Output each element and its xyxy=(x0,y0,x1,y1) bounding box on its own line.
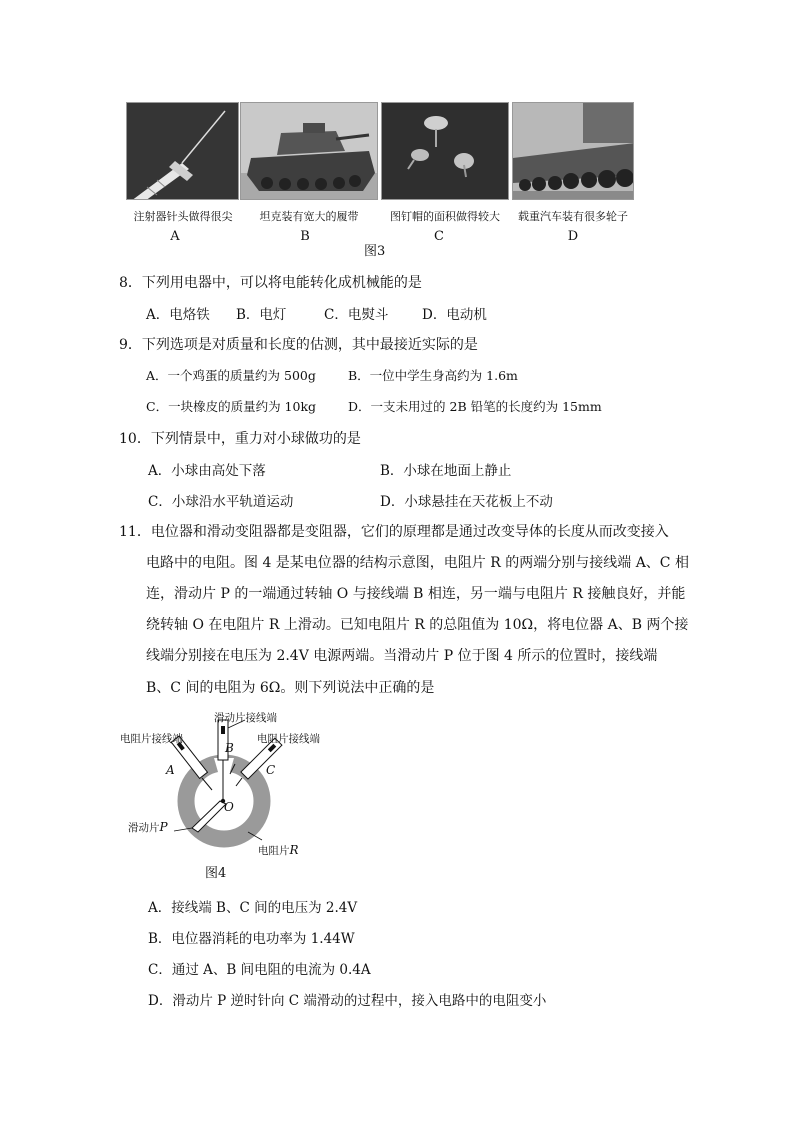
q10-option-b: B．小球在地面上静止 xyxy=(380,463,512,479)
label-resistor-r xyxy=(258,843,299,858)
q11-line-1: 11．电位器和滑动变阻器都是变阻器，它们的原理都是通过改变导体的长度从而改变接入 xyxy=(119,524,669,540)
q8-option-d: D．电动机 xyxy=(422,307,487,323)
q11-line-5: 线端分别接在电压为 2.4V 电源两端。当滑动片 P 位于图 4 所示的位置时，接线端 xyxy=(146,648,658,664)
q8-option-a: A．电烙铁 xyxy=(146,307,210,323)
caption-a: 注射器针头做得很尖 xyxy=(133,210,233,223)
q9-option-c: C．一块橡皮的质量约为 10kg xyxy=(146,399,317,414)
q9-option-b: B．一位中学生身高约为 1.6m xyxy=(348,368,518,383)
letter-a: A xyxy=(170,229,180,244)
q8-option-c: C．电熨斗 xyxy=(324,307,389,323)
q11-line-2: 电路中的电阻。图 4 是某电位器的结构示意图，电阻片 R 的两端分别与接线端 A、C 相 xyxy=(146,555,689,571)
q11-option-c: C．通过 A、B 间电阻的电流为 0.4A xyxy=(148,962,371,978)
figure-4-title: 图4 xyxy=(205,866,227,881)
photo-truck xyxy=(512,102,634,200)
caption-d: 载重汽车装有很多轮子 xyxy=(518,210,628,223)
label-a: A xyxy=(166,763,175,777)
label-p: P xyxy=(159,820,168,834)
caption-c: 图钉帽的面积做得较大 xyxy=(390,210,500,223)
label-res-terminal-left: 电阻片接线端 xyxy=(120,733,183,745)
q10-option-a: A．小球由高处下落 xyxy=(148,463,266,479)
q11-option-d: D．滑动片 P 逆时针向 C 端滑动的过程中，接入电路中的电阻变小 xyxy=(148,993,547,1009)
q10-option-c: C．小球沿水平轨道运动 xyxy=(148,494,294,510)
letter-c: C xyxy=(434,229,444,244)
q11-line-6: B、C 间的电阻为 6Ω。则下列说法中正确的是 xyxy=(146,680,435,696)
q11-line-4: 绕转轴 O 在电阻片 R 上滑动。已知电阻片 R 的总阻值为 10Ω，将电位器 A、B 两个接 xyxy=(146,617,689,633)
q11-line-3: 连，滑动片 P 的一端通过转轴 O 与接线端 B 相连，另一端与电阻片 R 接触良好，并能 xyxy=(146,586,686,602)
label-o: O xyxy=(224,800,234,814)
q11-option-a: A．接线端 B、C 间的电压为 2.4V xyxy=(148,900,358,916)
photo-tank xyxy=(240,102,378,200)
letter-b: B xyxy=(300,229,310,244)
caption-b: 坦克装有宽大的履带 xyxy=(259,210,359,223)
photo-thumbtacks xyxy=(381,102,509,200)
label-r: R xyxy=(289,843,299,857)
figure-3-title: 图3 xyxy=(364,244,386,259)
q9-option-a: A．一个鸡蛋的质量约为 500g xyxy=(146,368,316,383)
q10-stem: 10．下列情景中，重力对小球做功的是 xyxy=(119,431,361,447)
label-slider-p xyxy=(128,820,168,835)
letter-d: D xyxy=(567,229,579,244)
q9-option-d: D．一支未用过的 2B 铅笔的长度约为 15mm xyxy=(348,399,602,414)
label-slider: 滑动片 xyxy=(128,822,160,834)
label-resistor: 电阻片 xyxy=(258,845,290,857)
photo-syringe xyxy=(126,102,239,200)
label-res-terminal-right: 电阻片接线端 xyxy=(257,733,320,745)
q8-stem: 8．下列用电器中，可以将电能转化成机械能的是 xyxy=(119,275,422,291)
q11-option-b: B．电位器消耗的电功率为 1.44W xyxy=(148,931,355,947)
label-slider-terminal: 滑动片接线端 xyxy=(214,712,277,724)
q8-option-b: B．电灯 xyxy=(236,307,287,323)
label-c: C xyxy=(266,763,276,777)
q10-option-d: D．小球悬挂在天花板上不动 xyxy=(380,494,553,510)
label-b: B xyxy=(225,741,234,755)
q9-stem: 9．下列选项是对质量和长度的估测，其中最接近实际的是 xyxy=(119,337,478,353)
